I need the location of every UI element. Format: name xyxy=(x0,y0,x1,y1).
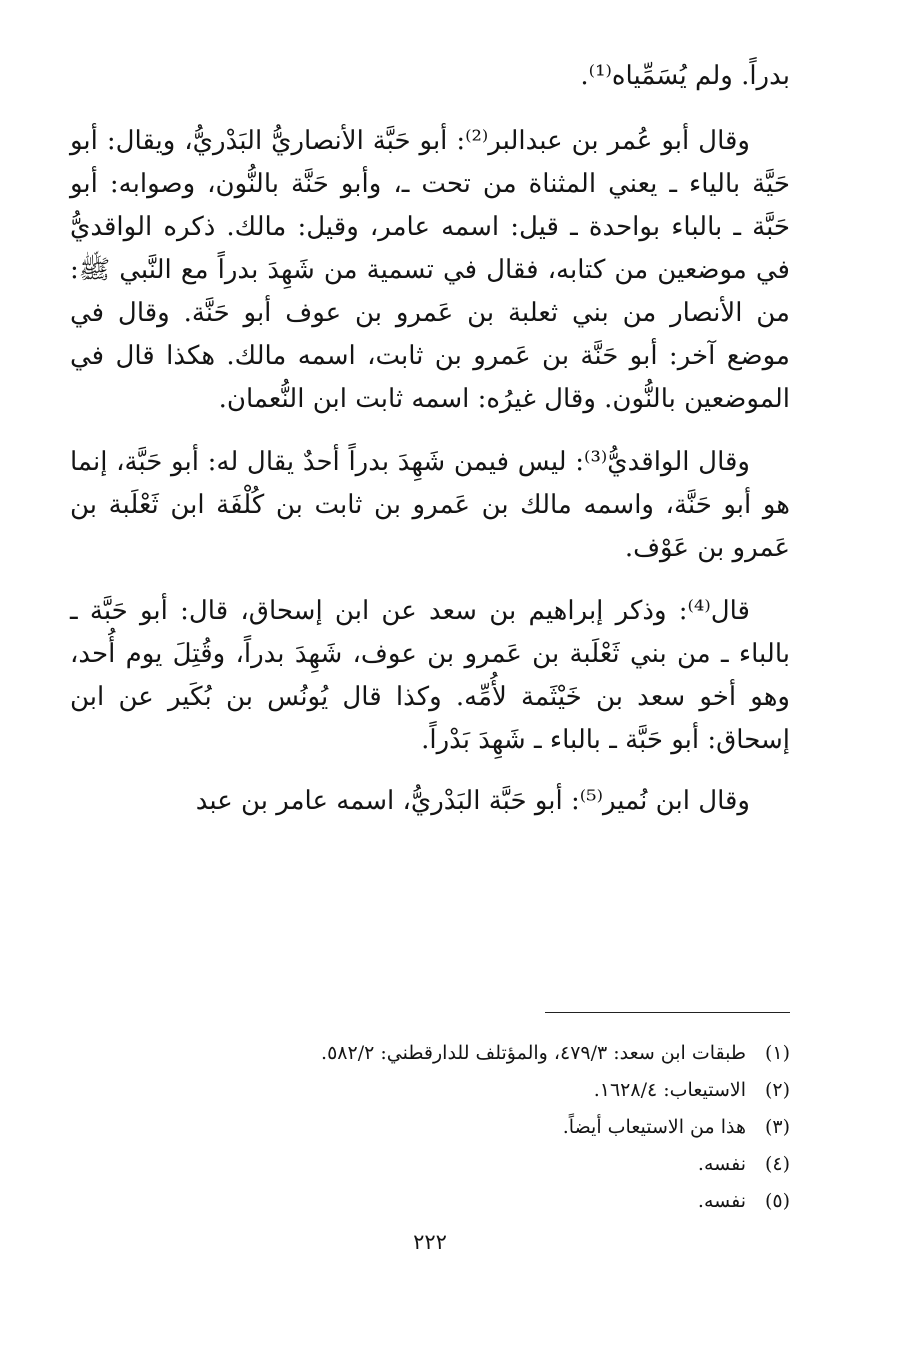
book-page xyxy=(70,55,790,1325)
footnote-item xyxy=(70,1072,790,1109)
paragraph-continuation: بدراً. ولم يُسَمِّياه⁽¹⁾. xyxy=(580,61,790,91)
paragraph-ibn-ishaq: قال⁽⁴⁾: وذكر إبراهيم بن سعد عن ابن إسحاق، قال: أبو حَبَّة ـ بالباء ـ من بني ثَعْلَبة بن عَمرو بن عوف، شَهِدَ بدراً، وقُتِلَ يوم أُحد، وهو أخو سعد بن خَيْثَمة لأُمِّه. وكذا قال يُونُس بن بُكَير عن ابن إسحاق: أبو حَبَّة ـ بالباء ـ شَهِدَ بَدْراً. xyxy=(70,596,790,755)
footnote-text: نفسه. xyxy=(697,1190,746,1212)
page-number: ٢٢٢ xyxy=(413,1230,447,1254)
footnote-item xyxy=(70,1109,790,1146)
footnote-text: الاستيعاب: ١٦٢٨/٤. xyxy=(593,1079,746,1101)
paragraph-ibn-numayr: وقال ابن نُمير⁽⁵⁾: أبو حَبَّة البَدْريُّ، اسمه عامر بن عبد xyxy=(195,786,750,816)
footnote-text: نفسه. xyxy=(697,1153,746,1175)
footnote-number: (٥) xyxy=(764,1190,790,1212)
footnote-item xyxy=(70,1035,790,1072)
footnote-text: طبقات ابن سعد: ٤٧٩/٣، والمؤتلف للدارقطني: ٥٨٢/٢. xyxy=(321,1042,746,1064)
paragraph-waqidi: وقال الواقديُّ⁽³⁾: ليس فيمن شَهِدَ بدراً أحدٌ يقال له: أبو حَبَّة، إنما هو أبو حَنَّة، واسمه مالك بن عَمرو بن ثابت بن كُلْفَة ابن ثَعْلَبة بن عَمرو بن عَوْف. xyxy=(70,447,790,563)
footnote-text: هذا من الاستيعاب أيضاً. xyxy=(562,1116,746,1138)
footnote-number: (١) xyxy=(764,1042,790,1064)
footnote-number: (٣) xyxy=(764,1116,790,1138)
paragraph-ibn-abdulbarr: وقال أبو عُمر بن عبدالبر⁽²⁾: أبو حَبَّة الأنصاريُّ البَدْريُّ، ويقال: أبو حَيَّة بالياء ـ يعني المثناة من تحت ـ، وأبو حَنَّة بالنُّون، وصوابه: أبو حَبَّة ـ بالباء بواحدة ـ قيل: اسمه عامر، وقيل: مالك. ذكره الواقديُّ في موضعين من كتابه، فقال في تسمية من شَهِدَ بدراً مع النَّبي ﷺ: من الأنصار من بني ثعلبة بن عَمرو بن عوف أبو حَنَّة. وقال في موضع آخر: أبو حَنَّة بن عَمرو بن ثابت، اسمه مالك. هكذا قال في الموضعين بالنُّون. وقال غيرُه: اسمه ثابت ابن النُّعمان. xyxy=(70,126,790,414)
footnotes-list xyxy=(70,1035,790,1220)
footnote-divider xyxy=(545,1012,790,1013)
footnote-item xyxy=(70,1183,790,1220)
footnote-number: (٢) xyxy=(764,1079,790,1101)
footnote-number: (٤) xyxy=(764,1153,790,1175)
footnote-item xyxy=(70,1146,790,1183)
